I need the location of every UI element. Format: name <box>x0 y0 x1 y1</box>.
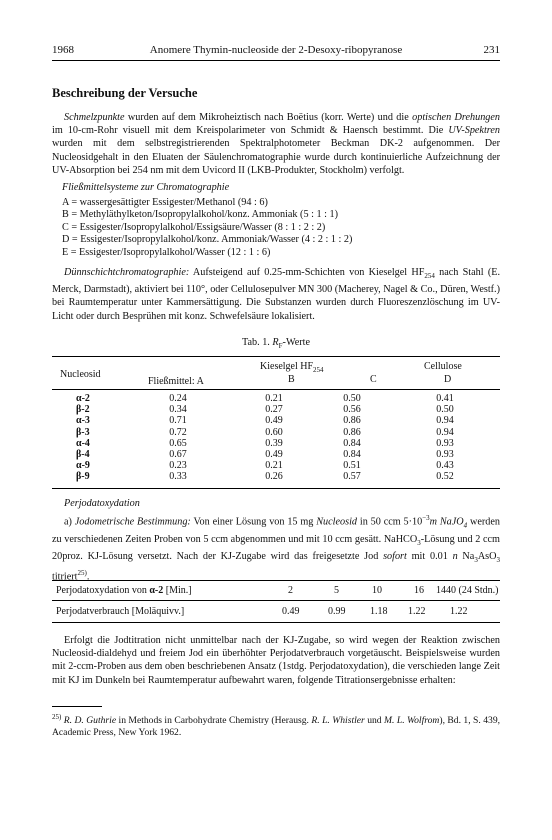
closing-text: Erfolgt die Jodtitration nicht unmittelbar nach der KJ-Zugabe, so wird wegen der Reaktion zwischen Nucleosid-dialdehyd und freiem Jod ein überhöhter Perjodatverbrauch vorgetäuscht. Beispielsweise wurden mit 2-ccm-Proben aus dem oben beschriebenen Ansatz (1stdg. Perjodatoxydation), die verschieden lange Zeit mit KJ im Dunkeln bei Raumtemperatur aufbewahrt waren, folgende Titrationsergebnisse erhalten: <box>52 635 500 686</box>
table1-caption <box>52 337 500 350</box>
perjodat-text: in 50 ccm 5·10 <box>357 516 423 528</box>
perjodat-term: n <box>452 550 458 562</box>
perjodat-sub: 4 <box>463 521 468 530</box>
perjodat-sub: 3 <box>417 538 421 547</box>
table-row <box>52 460 500 471</box>
perjodat-term: Nucleosid <box>316 516 358 528</box>
perjodat-text: -Lösung und 2 ccm 20proz. KJ-Lösung versetzt. Nach der KJ-Zugabe wird das freigesetzte Jod <box>52 533 500 562</box>
tlc-text: nach Stahl (E. Merck, Darmstadt), aktiviert bei 110°, oder Cellulosepulver MN 300 (Macherey, Nagel & Co., Düren, Westf.) bei Raumtemperatur unter Kammersättigung. Die Substanzen wurden durch Fluoreszenzlöschung im UV-Licht oder durch Besprühen mit konz. Schwefelsäure lokalisiert. <box>52 267 500 322</box>
rf-value-cell: 0.50 <box>436 404 454 416</box>
perjodat-text: titriert <box>52 571 78 583</box>
tlc-text: Aufsteigend auf 0.25-mm-Schichten von Kieselgel HF <box>189 267 425 278</box>
perjodat-text: werden zu verschiedenen Zeiten Proben von 5 ccm abgenommen und mit 10 ccm gesätt. NaHCO <box>52 516 500 545</box>
rf-value-cell: 0.49 <box>265 449 283 461</box>
footnote-ref: 25) <box>77 569 87 578</box>
rf-value-cell: 0.94 <box>436 426 454 438</box>
intro-term-rotation: optischen Drehungen <box>412 112 500 123</box>
solvent-item: A = wassergesättigter Essigester/Methanol (94 : 6) <box>62 196 268 208</box>
header-col-a: Fließmittel: A <box>148 376 204 387</box>
rf-value-cell: 0.21 <box>265 393 283 404</box>
intro-term-melting: Schmelzpunkte <box>64 112 125 123</box>
rf-value-cell: 0.56 <box>343 404 361 416</box>
table2-bottom-rule <box>52 622 500 623</box>
table-row <box>52 404 500 415</box>
footnote-editor: M. L. Wolfrom <box>384 715 440 727</box>
footnote-editor: R. L. Whistler <box>311 715 365 727</box>
intro-text: wurden mit dem selbstregistrierenden Spektralphotometer Beckman DK-2 aufgenommen. Der Nucleosidgehalt in den Eluaten der Säulenchromatographie wurde durch kontinuierliche Aufzeichnung der UV-Absorption bei 254 nm mit dem Uvicord II (LKB-Produkter, Stockholm) verfolgt. <box>52 138 500 176</box>
perjodat-sub: 3 <box>474 555 478 564</box>
rf-value-cell: 0.65 <box>169 437 187 449</box>
perjodat-title-text: Perjodatoxydation <box>64 498 140 509</box>
rf-value-cell: 0.41 <box>436 393 454 404</box>
table-row <box>52 471 500 482</box>
solvent-item: B = Methyläthylketon/Isopropylalkohol/konz. Ammoniak (5 : 1 : 1) <box>62 209 338 221</box>
table-row <box>52 415 500 426</box>
header-cellulose: Cellulose <box>424 361 462 372</box>
footnote <box>52 711 500 739</box>
header-kieselgel <box>260 361 324 374</box>
table2-cell: 0.49 <box>282 606 300 617</box>
nucleoside-cell: β-4 <box>76 449 90 461</box>
header-col-b: B <box>288 374 295 385</box>
table2-cell: 10 <box>372 585 382 596</box>
header-rule <box>52 60 500 61</box>
rf-value-cell: 0.27 <box>265 404 283 416</box>
rf-value-cell: 0.43 <box>436 460 454 472</box>
header-col-d: D <box>444 374 452 385</box>
table2-label-text: Perjodatoxydation von <box>56 585 150 596</box>
table2-label-compound: α-2 <box>149 585 164 596</box>
perjodat-text: AsO <box>477 550 497 562</box>
intro-paragraph <box>52 111 500 177</box>
table2-cell: 0.99 <box>328 606 346 617</box>
table2-cell: 1.18 <box>370 606 388 617</box>
table1-body <box>52 393 500 483</box>
solvent-item: D = Essigester/Isopropylalkohol/konz. Ammoniak/Wasser (4 : 2 : 1 : 2) <box>62 234 353 246</box>
closing-paragraph <box>52 634 500 687</box>
footnote-number: 25) <box>52 713 62 721</box>
perjodat-paragraph <box>52 512 500 584</box>
perjodat-sup: −3 <box>422 514 430 522</box>
rf-table <box>52 393 500 483</box>
rf-value-cell: 0.84 <box>343 437 361 449</box>
perjodat-method: Jodometrische Bestimmung: <box>74 516 191 528</box>
perjodat-title <box>64 498 512 509</box>
rf-value-cell: 0.93 <box>436 449 454 461</box>
tlc-lead: Dünnschichtchromatographie: <box>64 267 190 278</box>
rf-value-cell: 0.72 <box>169 426 187 438</box>
table2-top-rule <box>52 580 500 581</box>
header-title: Anomere Thymin-nucleoside der 2-Desoxy-ribopyranose <box>149 44 403 56</box>
tlc-paragraph <box>52 266 500 323</box>
perjodat-text: Von einer Lösung von 15 mg <box>190 516 317 528</box>
nucleoside-cell: α-4 <box>76 437 90 449</box>
caption-text: Tab. 1. <box>241 337 273 348</box>
rf-value-cell: 0.93 <box>436 437 454 449</box>
caption-symbol: R <box>272 337 279 348</box>
footnote-author: R. D. Guthrie <box>63 715 117 727</box>
rf-value-cell: 0.71 <box>169 415 187 427</box>
nucleoside-cell: β-9 <box>76 471 90 483</box>
perjodat-text: mit 0.01 <box>406 550 453 562</box>
table-row <box>52 427 500 438</box>
solvent-item: C = Essigester/Isopropylalkohol/Essigsäure/Wasser (8 : 1 : 2 : 2) <box>62 221 326 233</box>
header-nucleosid: Nucleosid <box>60 369 101 380</box>
nucleoside-cell: α-3 <box>76 415 90 427</box>
nucleoside-cell: β-2 <box>76 404 90 416</box>
header-col-c: C <box>370 374 377 385</box>
caption-text: -Werte <box>282 337 311 348</box>
table1-header-rule <box>52 389 500 390</box>
table2-mid-rule <box>52 600 500 601</box>
table2-cell: 16 <box>414 585 424 596</box>
rf-value-cell: 0.24 <box>169 393 187 404</box>
intro-text: im 10-cm-Rohr visuell mit dem Kreispolarimeter von Schmidt & Haensch bestimmt. Die <box>52 125 449 137</box>
table2-cell: 5 <box>334 585 339 596</box>
perjodat-text: a) <box>64 516 75 528</box>
perjodat-sub: 3 <box>496 555 500 564</box>
solvent-item: E = Essigester/Isopropylalkohol/Wasser (12 : 1 : 6) <box>62 246 271 258</box>
footnote-text: in Methods in Carbohydrate Chemistry (Herausg. <box>116 715 312 727</box>
rf-value-cell: 0.26 <box>265 471 283 483</box>
tlc-sub: 254 <box>424 272 435 281</box>
page-number: 231 <box>483 44 500 56</box>
rf-value-cell: 0.94 <box>436 415 454 427</box>
rf-value-cell: 0.33 <box>169 471 187 483</box>
perjodat-term: sofort <box>383 550 407 562</box>
table2-label-text: [Min.] <box>163 585 192 596</box>
perjodat-text: Na <box>457 550 475 562</box>
header-kieselgel-text: Kieselgel HF <box>260 361 314 372</box>
table-row <box>52 393 500 404</box>
perjodat-unit: m <box>429 516 438 528</box>
rf-value-cell: 0.51 <box>343 460 361 472</box>
rf-value-cell: 0.57 <box>343 471 361 483</box>
intro-text: wurden auf dem Mikroheiztisch nach Boëtius (korr. Werte) und die <box>124 112 413 123</box>
nucleoside-cell: β-3 <box>76 426 90 438</box>
rf-value-cell: 0.86 <box>343 415 361 427</box>
table2-cell: 2 <box>288 585 293 596</box>
table1-bottom-rule <box>52 488 500 489</box>
rf-value-cell: 0.49 <box>265 415 283 427</box>
solvent-list <box>62 182 510 260</box>
footnote-text: ), Bd. 1, S. 439, Academic Press, New York 1962. <box>52 715 501 739</box>
rf-value-cell: 0.84 <box>343 449 361 461</box>
intro-term-uv: UV-Spektren <box>448 125 500 137</box>
perjodat-formula: NaJO <box>439 516 464 528</box>
rf-value-cell: 0.52 <box>436 471 454 483</box>
rf-value-cell: 0.21 <box>265 460 283 472</box>
rf-value-cell: 0.86 <box>343 426 361 438</box>
solvent-list-title: Fließmittelsysteme zur Chromatographie <box>62 182 230 193</box>
perjodat-text: . <box>86 571 90 583</box>
footnote-rule <box>52 706 102 707</box>
footnote-text: und <box>364 715 385 727</box>
rf-value-cell: 0.60 <box>265 426 283 438</box>
caption-sub: F <box>278 342 283 351</box>
table1-top-rule <box>52 356 500 357</box>
rf-value-cell: 0.67 <box>169 449 187 461</box>
rf-value-cell: 0.39 <box>265 437 283 449</box>
table2-cell: 1440 (24 Stdn.) <box>436 585 499 596</box>
rf-value-cell: 0.34 <box>169 404 187 416</box>
table-row <box>52 438 500 449</box>
section-title: Beschreibung der Versuche <box>52 86 198 100</box>
table2-cell: 1.22 <box>450 606 468 617</box>
header-kieselgel-sub: 254 <box>313 366 324 374</box>
rf-value-cell: 0.23 <box>169 460 187 472</box>
table2-consumption-label: Perjodatverbrauch [Moläquivv.] <box>56 606 185 617</box>
table2-cell: 1.22 <box>408 606 426 617</box>
rf-value-cell: 0.50 <box>343 393 361 404</box>
nucleoside-cell: α-2 <box>76 393 90 404</box>
table-row <box>52 449 500 460</box>
header-year: 1968 <box>52 44 74 56</box>
table2-time-label <box>56 585 192 596</box>
nucleoside-cell: α-9 <box>76 460 90 472</box>
